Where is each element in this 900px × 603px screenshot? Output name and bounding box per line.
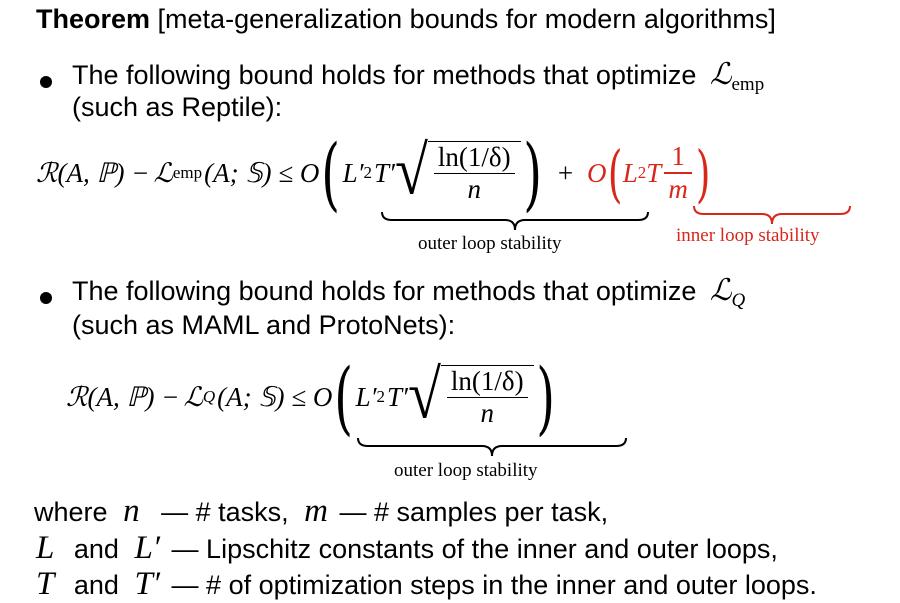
eq1-inner-brace [692, 204, 852, 226]
eq1-outer-brace [380, 210, 650, 232]
eq2-term1-L-sup: 2 [376, 387, 385, 406]
where-word: where [34, 497, 108, 527]
eq1-term1-T: T′ [374, 157, 395, 188]
eq1-term2-right-paren: ) [695, 136, 711, 210]
eq2-denominator: n [480, 398, 494, 429]
eq2-loss-args: (A; 𝕊) ≤ O [217, 381, 333, 412]
eq2-loss-sub: Q [202, 387, 216, 406]
where-m-desc: — # samples per task, [339, 497, 609, 527]
eq2-radicand [441, 365, 534, 430]
where-Lp-symbol: L′ [134, 530, 161, 566]
bullet1-symbol-sub: emp [731, 74, 765, 95]
eq1-left-paren: ( [321, 126, 341, 220]
bullet1-symbol: ℒ [709, 57, 732, 92]
eq1-inner-term [587, 137, 711, 210]
eq2-right-paren: ) [535, 350, 555, 444]
bullet-dot-2 [40, 292, 52, 304]
eq1-term2-fraction [664, 141, 692, 205]
eq2-term1-T: T′ [387, 381, 408, 412]
eq1-numerator: ln(1/δ) [437, 141, 511, 172]
eq1-term2-T: T [646, 157, 662, 188]
eq1-term2-L-sup: 2 [637, 163, 647, 182]
where-L-and: and [73, 534, 119, 564]
eq2-outer-label: outer loop stability [394, 460, 538, 481]
eq1-term1-L: L′ [342, 157, 364, 188]
eq2-fraction [447, 366, 528, 430]
where-Tp-symbol: T′ [134, 566, 161, 602]
where-T-and: and [73, 570, 119, 600]
eq2-loss-symbol: ℒ [183, 381, 203, 413]
bullet2-symbol-sub: Q [731, 290, 746, 311]
bullet-dot-1 [40, 76, 52, 88]
bullet2-text: The following bound holds for methods that optimize [72, 276, 697, 306]
eq1-plus: + [557, 157, 574, 188]
bullet2-symbol: ℒ [709, 273, 732, 308]
eq1-sqrt [394, 132, 521, 209]
where-T-desc: — # of optimization steps in the inner and outer loops. [171, 570, 817, 600]
eq2-term1-L: L′ [355, 381, 377, 412]
eq2-numerator: ln(1/δ) [450, 365, 524, 396]
eq2-left-paren: ( [334, 350, 354, 444]
theorem-label: Theorem [36, 4, 151, 34]
bullet1-line2: (such as Reptile): [72, 92, 283, 122]
eq1-term2-left-paren: ( [607, 136, 622, 210]
theorem-title [36, 4, 776, 35]
where-line-3 [36, 566, 817, 603]
eq2-sqrt [407, 356, 534, 433]
eq1-risk-symbol: ℛ [36, 157, 58, 189]
eq1-right-paren: ) [522, 126, 542, 220]
bullet2-line2: (such as MAML and ProtoNets): [72, 310, 456, 340]
eq1-term2-denominator: m [668, 173, 688, 204]
where-n-desc: — # tasks, [161, 497, 289, 527]
eq1-risk-args: (A, ℙ) − [57, 157, 150, 188]
where-line-2 [36, 530, 778, 567]
eq1-denominator: n [467, 174, 481, 205]
equation-1 [36, 128, 711, 218]
eq1-term2-L: L [622, 157, 638, 188]
bullet2-line1 [72, 273, 745, 312]
eq1-term2-numerator: 1 [671, 141, 685, 172]
bullet1-text: The following bound holds for methods that optimize [72, 60, 697, 90]
eq1-term2-O: O [587, 157, 607, 188]
eq2-radical-sign: √ [407, 356, 441, 433]
eq2-risk-args: (A, ℙ) − [87, 381, 180, 412]
eq1-loss-args: (A; 𝕊) ≤ O [204, 157, 320, 188]
where-L-symbol: L [36, 530, 55, 566]
where-m-symbol: m [304, 493, 328, 529]
eq1-radicand [428, 141, 521, 206]
eq2-outer-brace [356, 436, 628, 458]
eq2-risk-symbol: ℛ [66, 381, 88, 413]
where-L-desc: — Lipschitz constants of the inner and outer loops, [171, 534, 778, 564]
where-T-symbol: T [36, 566, 55, 602]
where-n-symbol: n [123, 493, 140, 529]
eq1-inner-label: inner loop stability [676, 225, 820, 246]
equation-2 [66, 352, 557, 442]
eq1-outer-label: outer loop stability [418, 233, 562, 254]
eq1-term1-L-sup: 2 [363, 163, 372, 182]
eq1-radical-sign: √ [394, 132, 428, 209]
bullet1-line1 [72, 57, 764, 96]
where-line-1 [34, 493, 608, 530]
eq1-loss-symbol: ℒ [153, 157, 173, 189]
theorem-description: [meta-generalization bounds for modern algorithms] [157, 4, 776, 34]
eq1-loss-sub: emp [172, 163, 203, 182]
eq1-fraction [434, 142, 515, 206]
